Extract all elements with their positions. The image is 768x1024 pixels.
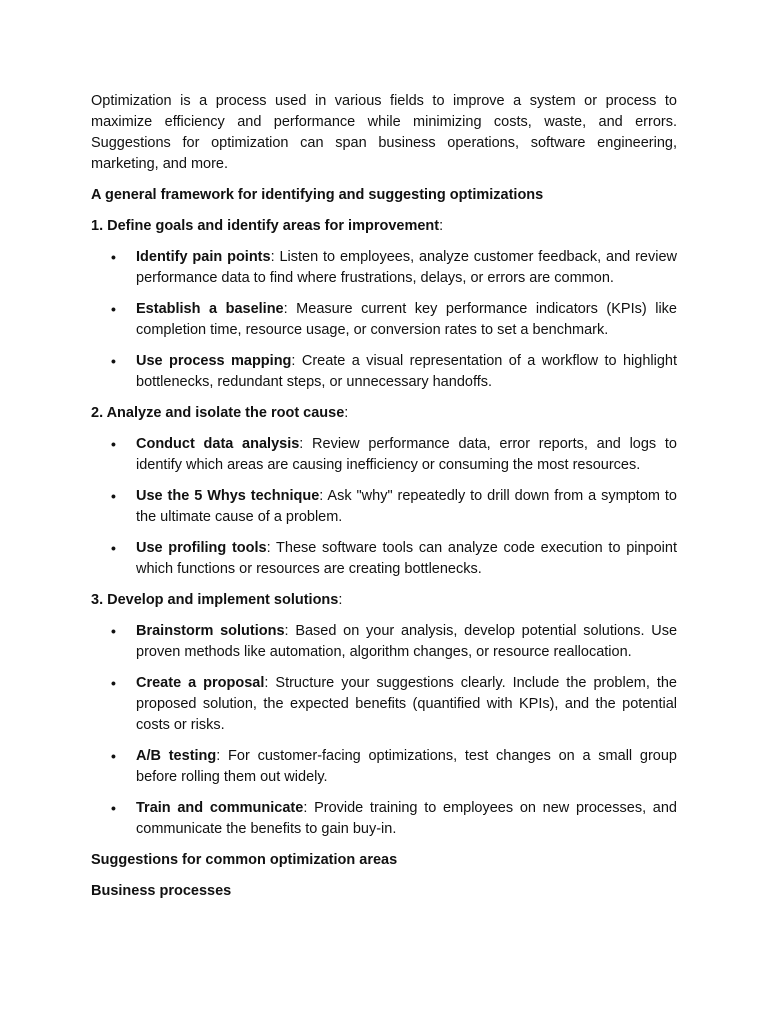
item-term: Create a proposal xyxy=(136,675,265,691)
document-page xyxy=(91,91,677,912)
framework-heading: A general framework for identifying and suggesting optimizations xyxy=(91,187,544,203)
intro-paragraph: Optimization is a process used in various fields to improve a system or process to maximize efficiency and performance while minimizing costs, waste, and errors. Suggestions for optimization can span business operations, software engineering, marketing, and more. xyxy=(91,93,677,172)
bullet-icon: • xyxy=(111,675,116,691)
item-term: Identify pain points xyxy=(136,249,271,265)
step-3-colon: : xyxy=(338,592,343,608)
list-item xyxy=(91,746,677,788)
bullet-icon: • xyxy=(111,353,116,369)
item-text: : Create a visual representation of a workflow to highlight bottlenecks, redundant steps, or unnecessary handoffs. xyxy=(136,353,678,390)
item-term: Conduct data analysis xyxy=(136,436,300,452)
bullet-icon: • xyxy=(111,436,116,452)
item-text: : Provide training to employees on new processes, and communicate the benefits to gain buy-in. xyxy=(136,800,677,837)
item-text: : Review performance data, error reports, and logs to identify which areas are causing inefficiency or consuming the most resources. xyxy=(136,436,677,473)
step-3-heading xyxy=(91,590,677,611)
item-term: Use the 5 Whys technique xyxy=(136,488,320,504)
item-text: : Based on your analysis, develop potential solutions. Use proven methods like automation, algorithm changes, or resource reallocation. xyxy=(136,623,678,660)
item-text: : Measure current key performance indicators (KPIs) like completion time, resource usage, or conversion rates to set a benchmark. xyxy=(136,301,677,338)
list-item xyxy=(91,798,677,840)
step-2-title: 2. Analyze and isolate the root cause xyxy=(91,405,345,421)
list-item xyxy=(91,351,677,393)
item-term: Brainstorm solutions xyxy=(136,623,285,639)
step-1-heading xyxy=(91,216,677,237)
item-text: : These software tools can analyze code execution to pinpoint which functions or resources are creating bottlenecks. xyxy=(136,540,677,577)
bullet-icon: • xyxy=(111,540,116,556)
bullet-icon: • xyxy=(111,800,116,816)
item-text: : Listen to employees, analyze customer feedback, and review performance data to find where frustrations, delays, or errors are common. xyxy=(136,249,677,286)
bullet-icon: • xyxy=(111,748,116,764)
bullet-icon: • xyxy=(111,623,116,639)
item-term: Establish a baseline xyxy=(136,301,284,317)
step-2-heading xyxy=(91,403,677,424)
item-term: Use profiling tools xyxy=(136,540,267,556)
list-item xyxy=(91,486,677,528)
list-item xyxy=(91,538,677,580)
bullet-icon: • xyxy=(111,249,116,265)
list-item xyxy=(91,247,677,289)
step-1-list xyxy=(91,247,677,393)
step-2-colon: : xyxy=(344,405,349,421)
item-term: Use process mapping xyxy=(136,353,292,369)
item-text: : Structure your suggestions clearly. Include the problem, the proposed solution, the expected benefits (quantified with KPIs), and the potential costs or risks. xyxy=(136,675,677,733)
list-item xyxy=(91,434,677,476)
step-2-list xyxy=(91,434,677,580)
item-term: Train and communicate xyxy=(136,800,304,816)
bullet-icon: • xyxy=(111,301,116,317)
item-term: A/B testing xyxy=(136,748,217,764)
step-3-list xyxy=(91,621,677,840)
step-1-colon: : xyxy=(439,218,444,234)
item-text: : Ask "why" repeatedly to drill down from a symptom to the ultimate cause of a problem. xyxy=(136,488,677,525)
bullet-icon: • xyxy=(111,488,116,504)
list-item xyxy=(91,299,677,341)
step-1-title: 1. Define goals and identify areas for improvement xyxy=(91,218,440,234)
list-item xyxy=(91,673,677,736)
business-processes-heading: Business processes xyxy=(91,883,232,899)
item-text: : For customer-facing optimizations, test changes on a small group before rolling them out widely. xyxy=(136,748,677,785)
step-3-title: 3. Develop and implement solutions xyxy=(91,592,339,608)
list-item xyxy=(91,621,677,663)
common-areas-heading: Suggestions for common optimization areas xyxy=(91,852,398,868)
